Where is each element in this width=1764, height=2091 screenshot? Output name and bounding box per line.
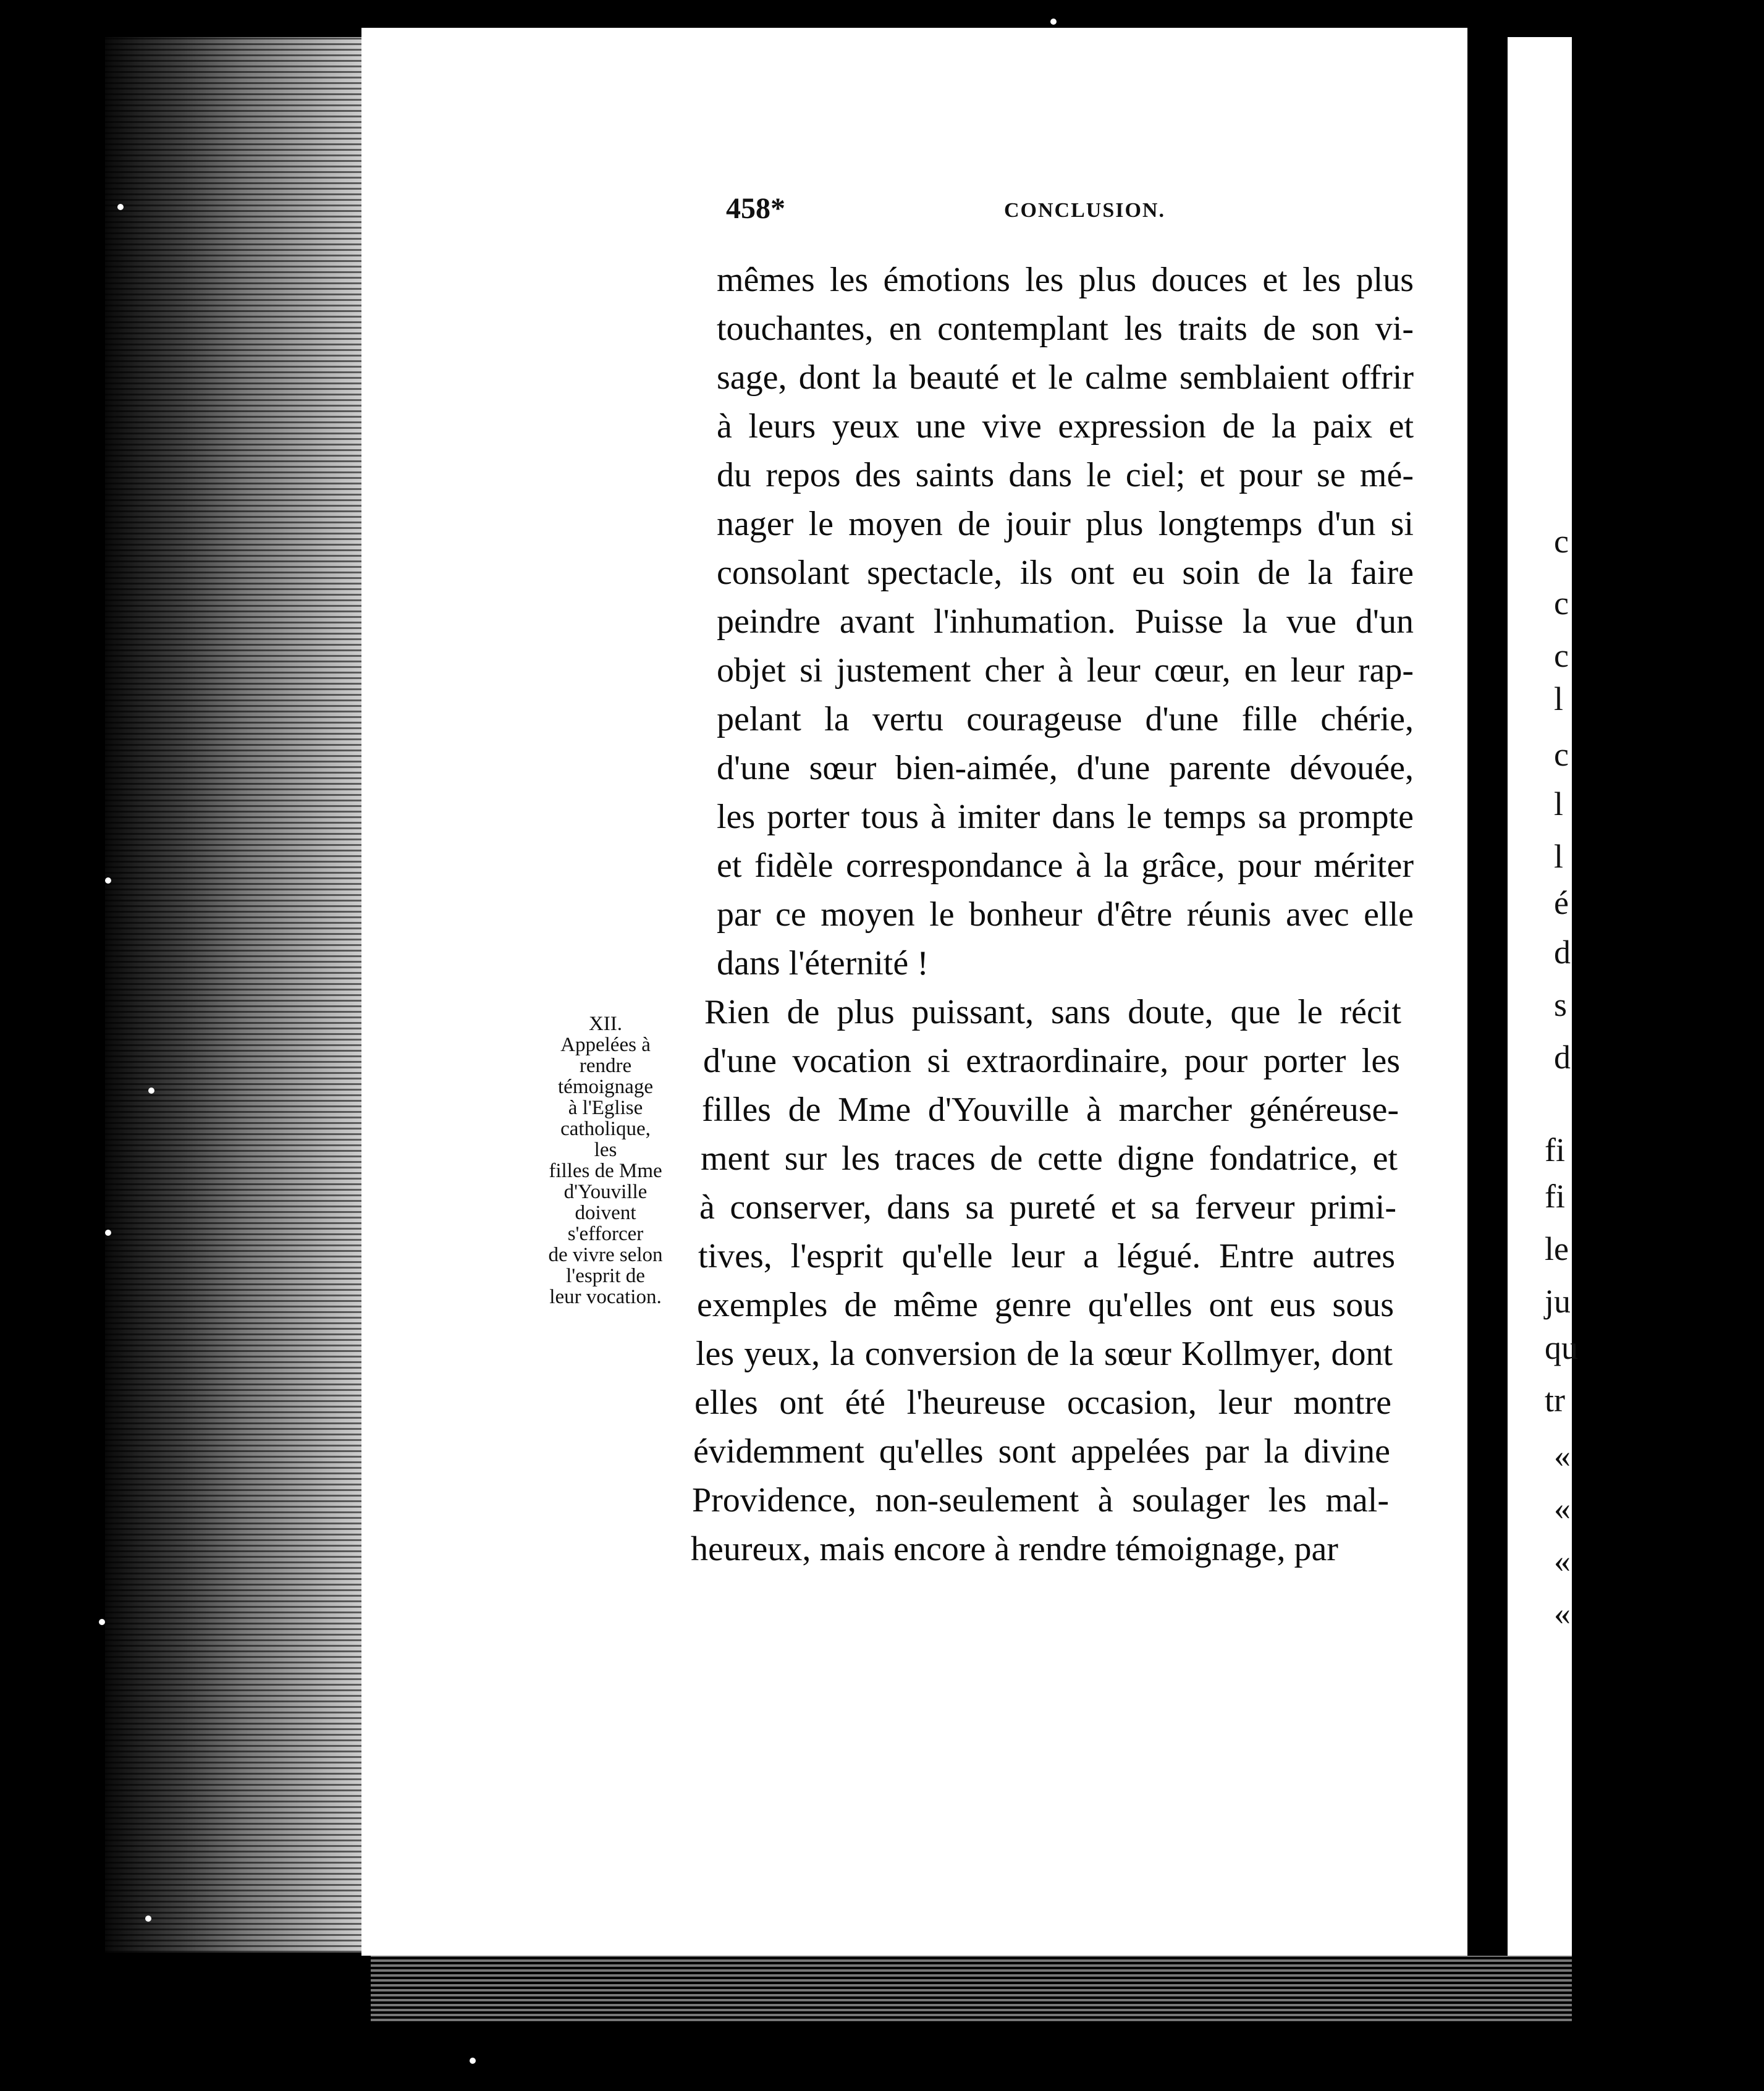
dust-speck: [117, 204, 124, 210]
margin-note-line: témoignage: [558, 1076, 653, 1098]
facing-page-fragment: tr: [1545, 1382, 1565, 1419]
body-line: tives, l'esprit qu'elle leur a légué. Entre autres: [698, 1237, 1395, 1275]
facing-page-fragment: é: [1554, 884, 1569, 921]
facing-page-fragment: ju: [1545, 1283, 1571, 1320]
facing-page-fragment: d: [1554, 1039, 1571, 1076]
body-line: exemples de même genre qu'elles ont eus sous: [697, 1286, 1394, 1324]
margin-note-line: d'Youville: [563, 1181, 648, 1203]
body-line: les yeux, la conversion de la sœur Kollmyer, dont: [696, 1335, 1393, 1373]
dust-speck: [105, 877, 111, 884]
facing-page-fragment: s: [1554, 986, 1568, 1023]
dust-speck: [99, 1619, 105, 1625]
facing-page-fragment: fi: [1545, 1131, 1565, 1168]
body-line: filles de Mme d'Youville à marcher généreuse-: [702, 1091, 1399, 1129]
bottom-page-edges: [371, 1956, 1572, 2024]
body-line: du repos des saints dans le ciel; et pour se mé-: [717, 456, 1414, 494]
facing-page-fragment: l: [1554, 838, 1564, 875]
facing-page-fragment: «: [1554, 1490, 1571, 1527]
facing-page-fragment: l: [1554, 785, 1564, 822]
margin-note-line: les: [594, 1139, 617, 1161]
facing-page-fragment: l: [1554, 680, 1564, 717]
margin-note-line: Appelées à: [560, 1034, 651, 1056]
body-line: sage, dont la beauté et le calme semblaient offrir: [717, 358, 1414, 397]
body-line: heureux, mais encore à rendre témoignage, par: [691, 1530, 1338, 1568]
facing-page-fragment: c: [1554, 736, 1569, 773]
running-title: CONCLUSION.: [1004, 199, 1165, 222]
facing-page-fragment: «: [1554, 1595, 1571, 1632]
facing-page-fragment: qu: [1545, 1329, 1578, 1366]
dust-speck: [145, 1916, 151, 1922]
margin-note-line: de vivre selon: [548, 1244, 663, 1266]
margin-note-line: XII.: [588, 1013, 623, 1035]
body-line: d'une sœur bien-aimée, d'une parente dévouée,: [717, 749, 1414, 787]
body-line: les porter tous à imiter dans le temps sa prompte: [717, 798, 1414, 836]
margin-note-line: doivent: [575, 1202, 636, 1224]
page-edges: [105, 37, 365, 1953]
body-line: mêmes les émotions les plus douces et les plus: [717, 261, 1414, 299]
body-line: et fidèle correspondance à la grâce, pour mériter: [717, 847, 1414, 885]
facing-page-fragment: c: [1554, 637, 1569, 674]
body-line: consolant spectacle, ils ont eu soin de la faire: [717, 554, 1414, 592]
facing-page-fragment: d: [1554, 934, 1571, 971]
dust-speck: [1050, 19, 1057, 25]
body-line: à leurs yeux une vive expression de la paix et: [717, 407, 1414, 446]
body-line: Rien de plus puissant, sans doute, que le récit: [704, 993, 1401, 1031]
margin-note-line: à l'Eglise: [568, 1097, 643, 1119]
page-number: 458*: [726, 192, 785, 225]
margin-note-line: filles de Mme: [549, 1160, 662, 1182]
body-line: évidemment qu'elles sont appelées par la divine: [693, 1432, 1390, 1471]
facing-page-fragment: c: [1554, 585, 1569, 622]
page-header: [726, 192, 1764, 229]
body-line: Providence, non-seulement à soulager les mal-: [692, 1481, 1389, 1519]
margin-note-line: leur vocation.: [549, 1286, 662, 1308]
margin-note-line: catholique,: [560, 1118, 651, 1140]
margin-note-line: l'esprit de: [566, 1265, 645, 1287]
dust-speck: [105, 1230, 111, 1236]
body-line: à conserver, dans sa pureté et sa ferveur primi-: [699, 1188, 1396, 1227]
body-line: d'une vocation si extraordinaire, pour porter les: [703, 1042, 1400, 1080]
body-line: par ce moyen le bonheur d'être réunis avec elle: [717, 895, 1414, 934]
margin-note-line: s'efforcer: [567, 1223, 644, 1245]
dust-speck: [470, 2058, 476, 2064]
facing-page-fragment: fi: [1545, 1178, 1565, 1215]
facing-page-fragment: «: [1554, 1542, 1571, 1579]
margin-note: [519, 1013, 692, 1307]
body-line: dans l'éternité !: [717, 944, 929, 982]
facing-page-fragment: «: [1554, 1437, 1571, 1474]
facing-page-fragment: c: [1554, 523, 1569, 560]
dust-speck: [148, 1088, 154, 1094]
body-line: elles ont été l'heureuse occasion, leur montre: [694, 1383, 1391, 1422]
body-line: nager le moyen de jouir plus longtemps d'un si: [717, 505, 1414, 543]
body-line: objet si justement cher à leur cœur, en leur rap-: [717, 651, 1414, 690]
body-line: pelant la vertu courageuse d'une fille chérie,: [717, 700, 1414, 738]
facing-page-fragment: le: [1545, 1230, 1569, 1267]
margin-note-line: rendre: [579, 1055, 632, 1077]
body-line: peindre avant l'inhumation. Puisse la vue d'un: [717, 602, 1414, 641]
body-line: ment sur les traces de cette digne fondatrice, et: [701, 1139, 1398, 1178]
body-line: touchantes, en contemplant les traits de son vi-: [717, 310, 1414, 348]
